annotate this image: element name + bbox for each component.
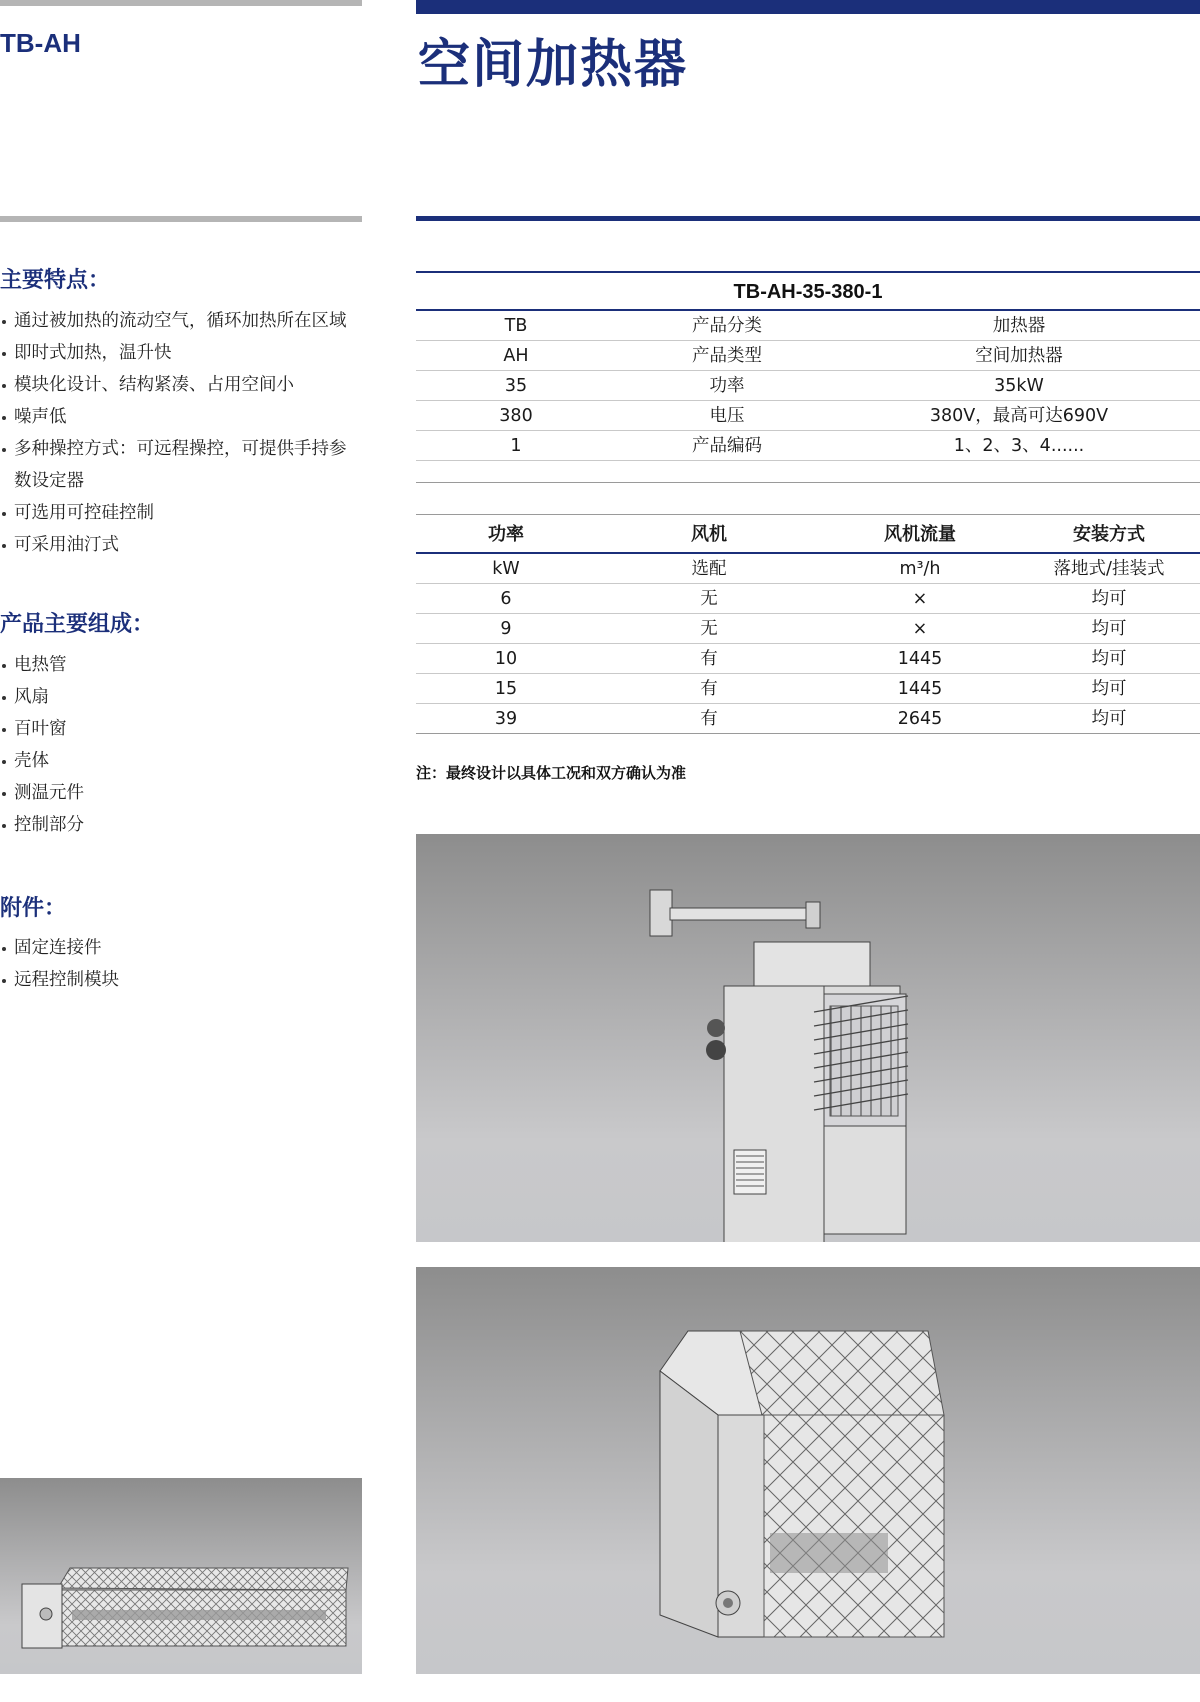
table-header: 功率 风机 风机流量 安装方式 [416,514,1200,554]
list-item: 模块化设计、结构紧凑、占用空间小 [0,369,362,401]
list-item: 可选用可控硅控制 [0,497,362,529]
cabinet-heater-image [416,1267,1200,1674]
model-code: TB-AH [0,28,81,58]
page-title: 空间加热器 [418,35,689,95]
table-row: 6 无 × 均可 [416,584,1200,614]
accessories-list [0,932,362,996]
features-title: 主要特点： [0,268,111,293]
table-row: 9 无 × 均可 [416,614,1200,644]
components-list [0,649,362,841]
list-item: 控制部分 [0,809,362,841]
list-item: 多种操控方式：可远程操控，可提供手持参数设定器 [0,433,362,497]
long-heater-image [0,1478,362,1674]
list-item: 壳体 [0,745,362,777]
list-item: 即时式加热，温升快 [0,337,362,369]
model-code-heading: TB-AH-35-380-1 [416,271,1200,311]
table-units-row: kW 选配 m³/h 落地式/挂装式 [416,554,1200,584]
accessories-title: 附件： [0,896,67,921]
list-item: 噪声低 [0,401,362,433]
table-row: AH 产品类型 空间加热器 [416,341,1200,371]
list-item: 电热管 [0,649,362,681]
top-right-divider [416,0,1200,14]
table-row: 10 有 1445 均可 [416,644,1200,674]
components-title: 产品主要组成： [0,612,155,637]
features-list [0,305,362,561]
list-item: 通过被加热的流动空气，循环加热所在区域 [0,305,362,337]
table-row: 1 产品编码 1、2、3、4...... [416,431,1200,461]
table-row: TB 产品分类 加热器 [416,311,1200,341]
table-spacer [416,461,1200,483]
table-row: 380 电压 380V，最高可达690V [416,401,1200,431]
wall-heater-image [416,834,1200,1242]
top-left-divider [0,0,362,6]
footnote: 注：最终设计以具体工况和双方确认为准 [416,764,687,782]
section-divider-right [416,216,1200,221]
list-item: 风扇 [0,681,362,713]
list-item: 远程控制模块 [0,964,362,996]
list-item: 测温元件 [0,777,362,809]
list-item: 可采用油汀式 [0,529,362,561]
model-code-table [416,271,1200,483]
spec-table [416,514,1200,734]
list-item: 固定连接件 [0,932,362,964]
table-row: 15 有 1445 均可 [416,674,1200,704]
table-row: 39 有 2645 均可 [416,704,1200,734]
list-item: 百叶窗 [0,713,362,745]
table-row: 35 功率 35kW [416,371,1200,401]
section-divider-left [0,216,362,222]
